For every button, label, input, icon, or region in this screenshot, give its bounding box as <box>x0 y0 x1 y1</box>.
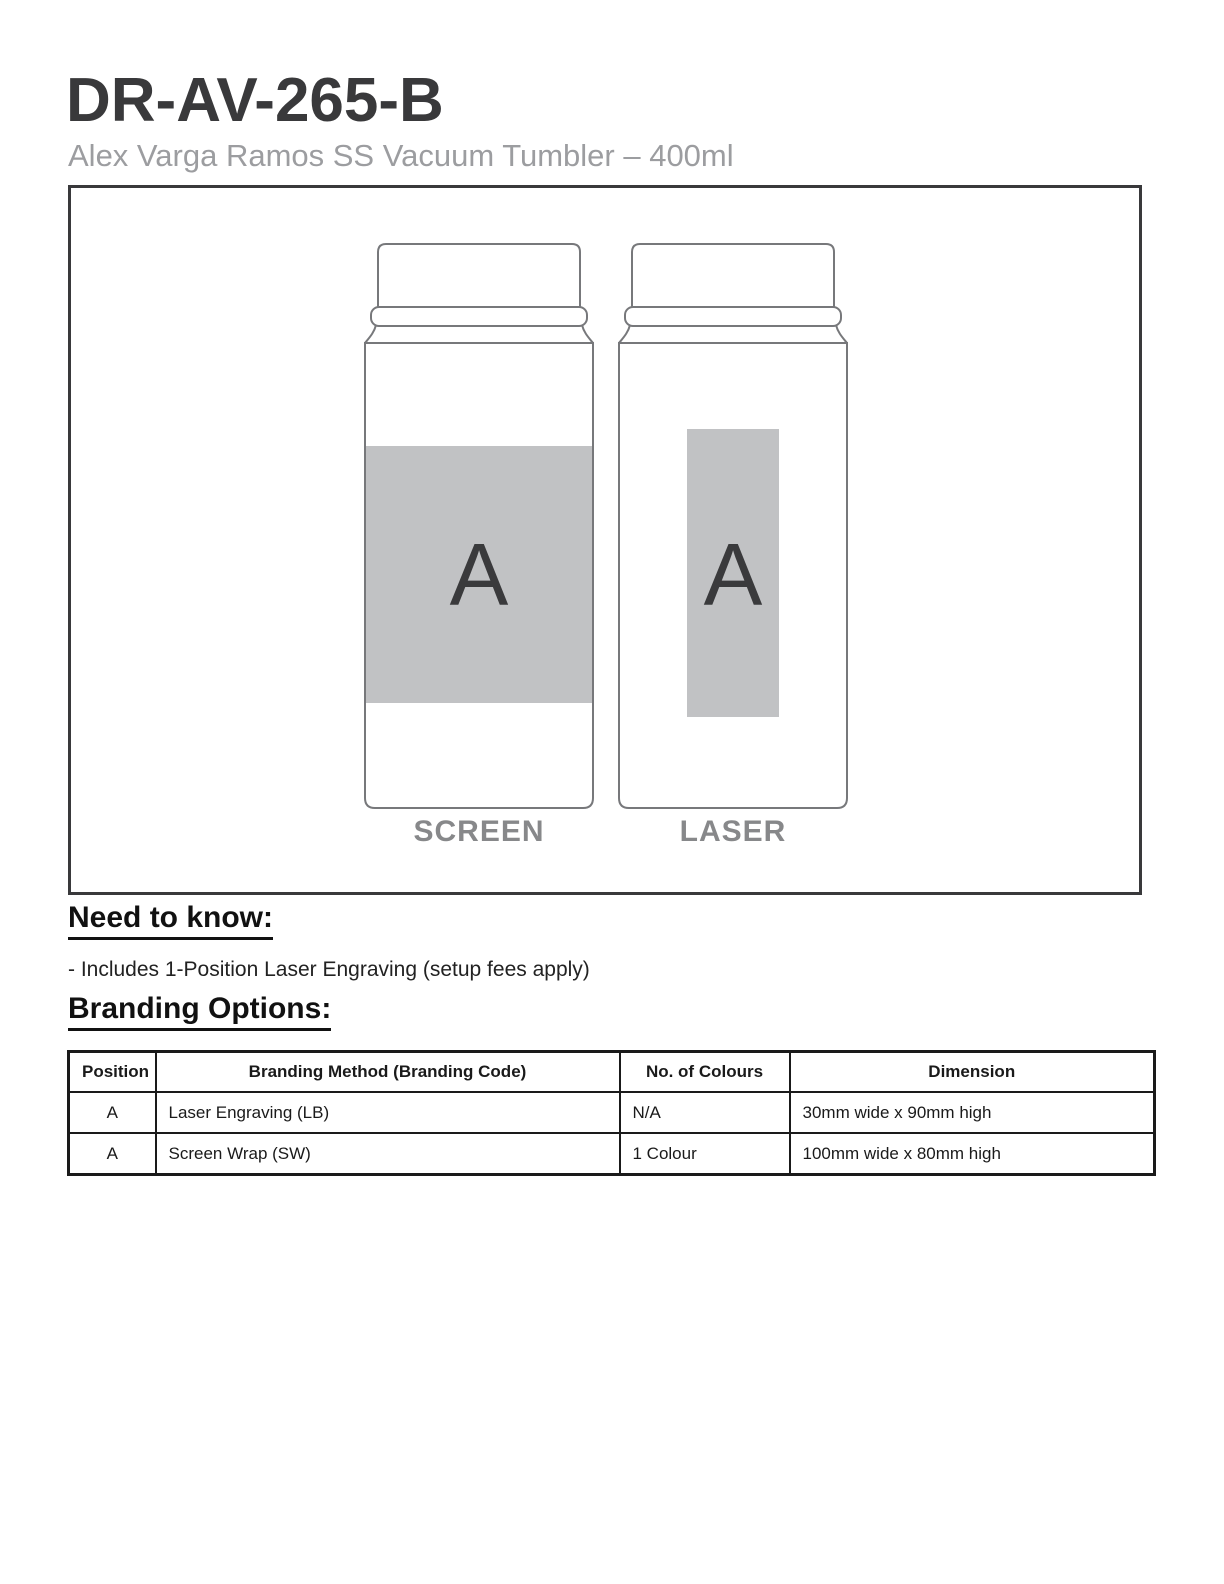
variant-label-laser: LASER <box>679 815 787 848</box>
branding-options-heading: Branding Options: <box>68 994 331 1031</box>
tumbler-neck-right <box>582 325 593 343</box>
tumbler-collar <box>371 307 587 326</box>
table-header-row <box>69 1052 1155 1093</box>
header-no-of-colours: No. of Colours <box>620 1052 790 1093</box>
cell-dimension: 100mm wide x 80mm high <box>790 1133 1155 1175</box>
cell-branding-method: Laser Engraving (LB) <box>156 1092 620 1133</box>
header-branding-method: Branding Method (Branding Code) <box>156 1052 620 1093</box>
position-marker-a: A <box>449 525 509 624</box>
tumbler-collar <box>625 307 841 326</box>
tumbler-laser-diagram <box>618 243 848 813</box>
tumbler-neck-right <box>836 325 847 343</box>
branding-options-table <box>67 1050 1156 1176</box>
position-marker-a: A <box>703 525 763 624</box>
cell-no-of-colours: N/A <box>620 1092 790 1133</box>
tumbler-screen-diagram <box>364 243 594 813</box>
cell-position: A <box>69 1092 156 1133</box>
product-code-title: DR-AV-265-B <box>66 66 444 135</box>
cell-position: A <box>69 1133 156 1175</box>
cell-no-of-colours: 1 Colour <box>620 1133 790 1175</box>
branding-diagram-frame <box>68 185 1142 895</box>
tumbler-lid <box>632 244 834 310</box>
header-dimension: Dimension <box>790 1052 1155 1093</box>
tumbler-lid <box>378 244 580 310</box>
table-row <box>69 1092 1155 1133</box>
header-position: Position <box>69 1052 156 1093</box>
table-row <box>69 1133 1155 1175</box>
tumbler-neck-left <box>619 325 630 343</box>
product-name-subtitle: Alex Varga Ramos SS Vacuum Tumbler – 400ml <box>68 138 734 173</box>
need-to-know-heading: Need to know: <box>68 903 273 940</box>
cell-branding-method: Screen Wrap (SW) <box>156 1133 620 1175</box>
tumbler-neck-left <box>365 325 376 343</box>
variant-label-screen: SCREEN <box>413 815 545 848</box>
cell-dimension: 30mm wide x 90mm high <box>790 1092 1155 1133</box>
need-to-know-item: - Includes 1-Position Laser Engraving (setup fees apply) <box>68 958 590 981</box>
